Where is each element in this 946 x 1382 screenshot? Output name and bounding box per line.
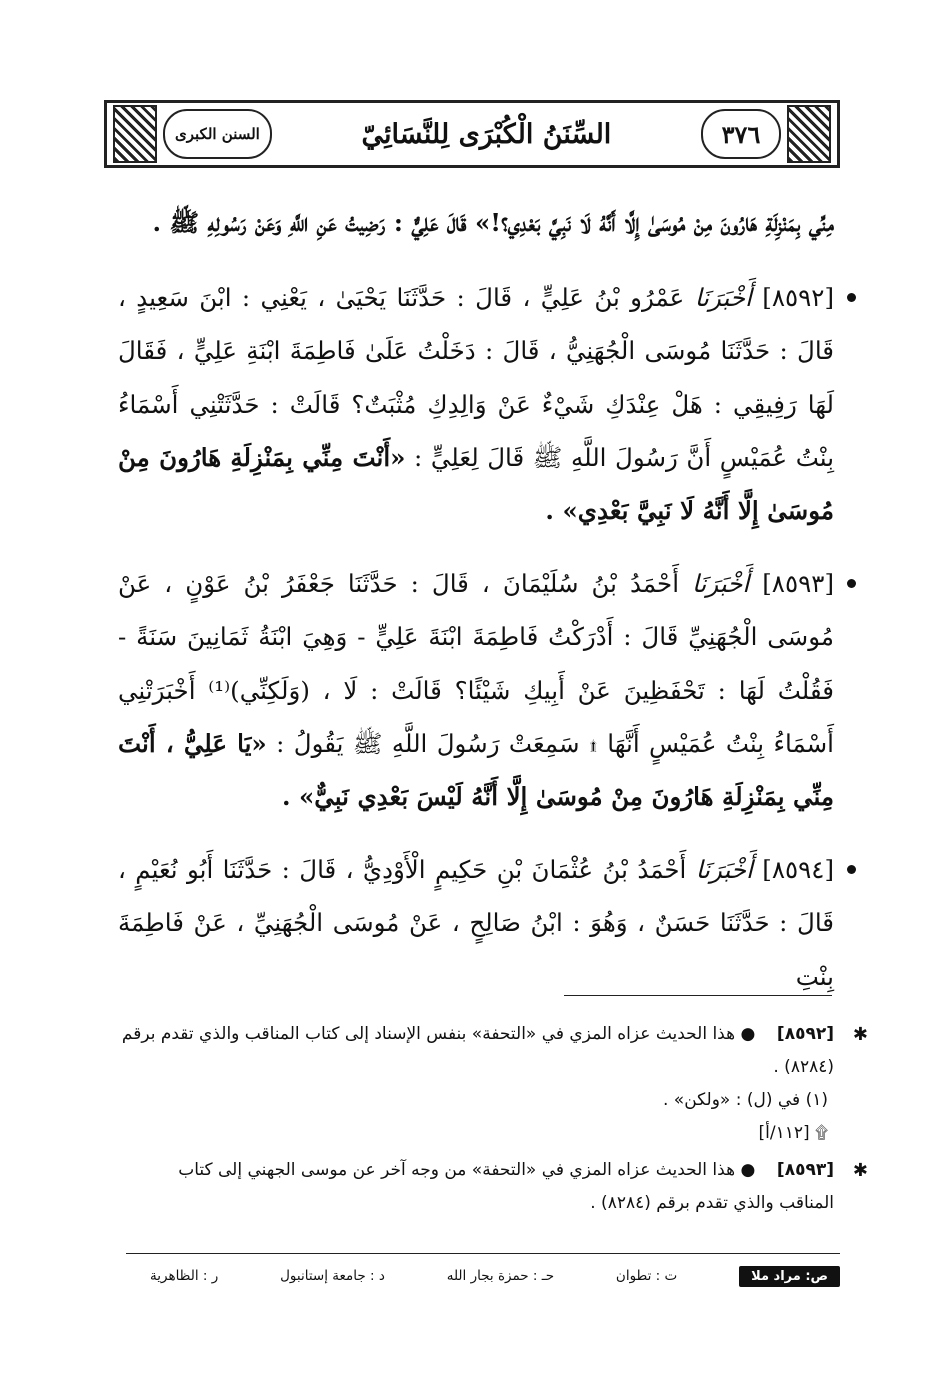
- manuscript-credits: [150, 1262, 840, 1290]
- footnote-text: ● هذا الحديث عزاه المزي في «التحفة» بنفس الإسناد إلى كتاب المناقب والذي تقدم برقم (٨٢٨٤) .: [121, 1024, 834, 1077]
- credit-r: ر : الظاهرية: [150, 1268, 219, 1284]
- bottom-rule: [126, 1253, 840, 1254]
- footnote-8592: [118, 1018, 868, 1150]
- hadith-number: [٨٥٩٣]: [762, 569, 834, 599]
- ornament-left: [113, 105, 157, 163]
- book-title: السِّنَنُ الْكُبْرَى لِلنَّسَائِيّ: [361, 118, 612, 150]
- footnote-number: [٨٥٩٣]: [776, 1160, 834, 1180]
- hadith-8593: [118, 557, 834, 823]
- bullet-icon: [847, 293, 856, 302]
- credit-t: ت : تطوان: [615, 1268, 678, 1284]
- akhbarana: أَخْبَرَنَا: [692, 569, 750, 599]
- header-left: [107, 105, 272, 163]
- star-icon: ✱: [852, 1024, 868, 1045]
- credit-h: حـ : حمزة بجار الله: [446, 1268, 555, 1284]
- bullet-icon: [847, 579, 856, 588]
- hadith-text: أَحْمَدُ بْنُ سُلَيْمَانَ ، قَالَ : حَدَّثَنَا جَعْفَرُ بْنُ عَوْنٍ ، عَنْ مُوسَى الْجُهَنِيِّ قَالَ : أَدْرَكْتُ فَاطِمَةَ ابْنَةَ عَلِيٍّ - وَهِيَ ابْنَةُ ثَمَانِينَ سَنَةً - فَقُلْتُ لَهَا : تَحْفَظِينَ عَنْ أَبِيكِ شَيْئًا؟ قَالَتْ : لَا ، (وَلَكِنِّي)⁽¹⁾ أَخْبَرَتْنِي أَسْمَاءُ بِنْتُ عُمَيْسٍ أَنَّهَا ۩ سَمِعَتْ رَسُولَ اللَّهِ ﷺ يَقُولُ :: [118, 569, 834, 758]
- footnote-variant: (١) في (ل) : «ولكن» .: [663, 1090, 828, 1110]
- credit-tag: ص: مراد ملا: [739, 1266, 840, 1287]
- hadith-number: [٨٥٩٢]: [762, 283, 835, 313]
- main-text: [118, 196, 834, 1023]
- footnote-line: [118, 1018, 834, 1084]
- akhbarana: أَخْبَرَنَا: [694, 283, 752, 313]
- hadith-text: أَحْمَدُ بْنُ عُثْمَانَ بْنِ حَكِيمٍ الْأَوْدِيُّ ، قَالَ : حَدَّثَنَا أَبُو نُعَيْمٍ ، قَالَ : حَدَّثَنَا حَسَنٌ ، وَهُوَ : ابْنُ صَالِحٍ ، عَنْ مُوسَى الْجُهَنِيِّ ، عَنْ فَاطِمَةَ بِنْتِ: [118, 855, 834, 991]
- star-icon: ✱: [852, 1160, 868, 1181]
- hadith-number: [٨٥٩٤]: [762, 855, 835, 885]
- footnote-8593: [118, 1154, 868, 1220]
- header-right: [701, 105, 837, 163]
- manuscript-ref: ۩ [١١٢/أ]: [758, 1123, 828, 1143]
- continued-paragraph: مِنِّي بِمَنْزِلَةِ هَارُونَ مِنْ مُوسَىٰ إِلَّا أَنَّهُ لَا نَبِيَّ بَعْدِي؟!» قَالَ عَلِيٌّ : رَضِيتُ عَنِ اللَّهِ وَعَنْ رَسُولِهِ ﷺ .: [152, 208, 834, 237]
- akhbarana: أَخْبَرَنَا: [695, 855, 753, 885]
- page-number: ٣٧٦: [701, 109, 781, 159]
- footnote-line: [118, 1154, 834, 1220]
- hadith-text: عَمْرُو بْنُ عَلِيٍّ ، قَالَ : حَدَّثَنَا يَحْيَىٰ ، يَعْنِي : ابْنَ سَعِيدٍ ، قَالَ : حَدَّثَنَا مُوسَى الْجُهَنِيُّ ، قَالَ : دَخَلْتُ عَلَىٰ فَاطِمَةَ ابْنَةِ عَلِيٍّ ، فَقَالَ لَهَا رَفِيقِي : هَلْ عِنْدَكِ شَيْءٌ عَنْ وَالِدِكِ مُثْبَتٌ؟ قَالَتْ : حَدَّثَتْنِي أَسْمَاءُ بِنْتُ عُمَيْسٍ أَنَّ رَسُولَ اللَّهِ ﷺ قَالَ لِعَلِيٍّ :: [118, 283, 835, 472]
- ornament-right: [787, 105, 831, 163]
- page-header: [104, 100, 840, 168]
- hadith-8594: [118, 843, 834, 1003]
- footnote-text: ● هذا الحديث عزاه المزي في «التحفة» من وجه آخر عن موسى الجهني إلى كتاب المناقب والذي تقدم برقم (٨٢٨٤) .: [178, 1160, 834, 1213]
- bullet-icon: [847, 865, 856, 874]
- credit-d: د : جامعة إستانبول: [280, 1268, 385, 1284]
- hadith-quote: «يَا عَلِيُّ ، أَنْتَ مِنِّي بِمَنْزِلَةِ هَارُونَ مِنْ مُوسَىٰ إِلَّا أَنَّهُ لَيْسَ بَعْدِي نَبِيٌّ» .: [118, 728, 834, 812]
- hadith-quote: «أَنْتَ مِنِّي بِمَنْزِلَةِ هَارُونَ مِنْ مُوسَىٰ إِلَّا أَنَّهُ لَا نَبِيَّ بَعْدِي» .: [118, 442, 834, 526]
- footnote-number: [٨٥٩٢]: [776, 1024, 834, 1044]
- footnotes: [118, 1018, 868, 1224]
- footnote-separator: [564, 995, 832, 996]
- hadith-8592: [118, 271, 834, 537]
- book-emblem: السنن الكبرى: [163, 109, 272, 159]
